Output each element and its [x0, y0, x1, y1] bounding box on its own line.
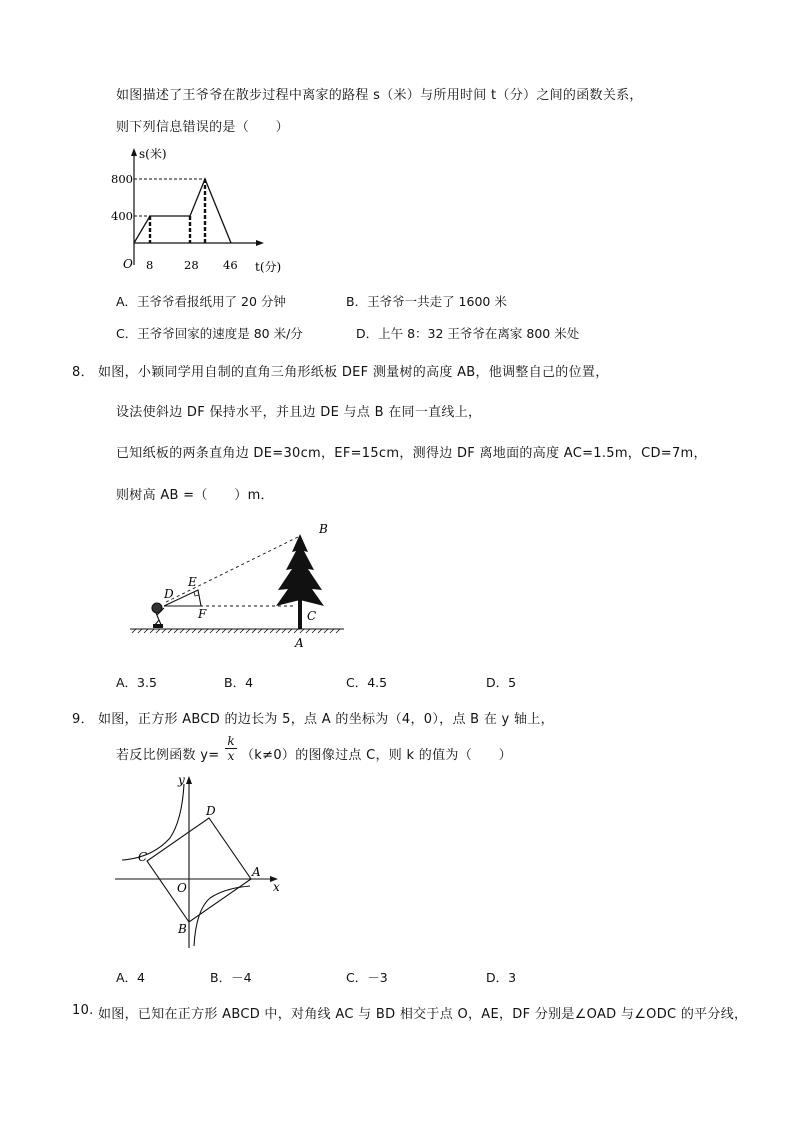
q8-option-b: B．4 — [224, 675, 254, 690]
q7-x-label: t(分) — [255, 260, 282, 274]
q9-label-o: O — [177, 881, 187, 895]
q8-option-a: A．3.5 — [116, 675, 157, 690]
q8-label-b: B — [319, 522, 328, 536]
q7-xtick-28: 28 — [184, 258, 199, 272]
q9-label-d: D — [206, 804, 216, 818]
q7-ytick-800: 800 — [111, 172, 133, 186]
q9-fraction — [225, 734, 237, 763]
q9-y-arrow — [186, 776, 192, 784]
q9-fraction-denominator: x — [225, 748, 237, 763]
q9-fraction-numerator: k — [227, 734, 235, 748]
q8-option-c: C．4.5 — [346, 675, 388, 690]
q9-option-a: A．4 — [116, 970, 146, 985]
q7-option-d: D．上午 8：32 王爷爷在离家 800 米处 — [356, 326, 580, 341]
q8-line1: 如图，小颖同学用自制的直角三角形纸板 DEF 测量树的高度 AB，他调整自己的位置， — [98, 365, 609, 380]
q7-ytick-400: 400 — [111, 209, 133, 223]
q7-option-b: B．王爷爷一共走了 1600 米 — [346, 294, 507, 309]
q8-label-e: E — [188, 575, 197, 589]
q7-option-a: A．王爷爷看报纸用了 20 分钟 — [116, 294, 286, 309]
q9-option-b: B．－4 — [210, 970, 252, 985]
q8-tree — [276, 534, 324, 629]
q9-option-c: C．－3 — [346, 970, 388, 985]
q9-number: 9． — [72, 712, 94, 727]
q7-option-c: C．王爷爷回家的速度是 80 米/分 — [116, 326, 303, 341]
q9-label-x: x — [273, 880, 280, 894]
q9-option-d: D．3 — [486, 970, 517, 985]
q8-tree-figure — [126, 520, 348, 650]
q8-dashed-sight-line — [166, 536, 300, 602]
q8-line2: 设法使斜边 DF 保持水平，并且边 DE 与点 B 在同一直线上， — [116, 405, 482, 420]
q8-person — [152, 603, 164, 628]
q7-y-label: s(米) — [139, 147, 167, 161]
q7-distance-time-graph — [108, 145, 293, 280]
q7-y-arrow — [131, 148, 137, 156]
q8-label-f: F — [198, 607, 207, 621]
q7-xtick-8: 8 — [146, 258, 154, 272]
q7-stem-line1: 如图描述了王爷爷在散步过程中离家的路程 s（米）与所用时间 t（分）之间的函数关系， — [116, 88, 643, 103]
q7-graph-line — [134, 179, 231, 243]
q9-line1: 如图，正方形 ABCD 的边长为 5，点 A 的坐标为（4，0），点 B 在 y 轴上， — [98, 712, 554, 727]
q8-label-c: C — [307, 609, 317, 623]
q8-label-a: A — [295, 636, 304, 650]
q10-number: 10. — [72, 1003, 94, 1018]
q9-square-abcd — [147, 818, 251, 922]
q9-line2-post: （k≠0）的图像过点 C，则 k 的值为（ ） — [241, 748, 512, 763]
q9-line2-pre: 若反比例函数 y= — [116, 748, 220, 763]
q9-hyperbola-upper-left — [122, 784, 184, 860]
q7-stem-line2: 则下列信息错误的是（ ） — [116, 120, 289, 135]
q9-line2 — [116, 744, 219, 763]
q7-x-arrow — [256, 240, 264, 246]
q8-option-d: D．5 — [486, 675, 517, 690]
q8-ground — [130, 629, 344, 633]
q10-line1: 如图，已知在正方形 ABCD 中，对角线 AC 与 BD 相交于点 O，AE，DF 分别是∠OAD 与∠ODC 的平分线， — [98, 1007, 748, 1022]
q8-line3: 已知纸板的两条直角边 DE=30cm，EF=15cm，测得边 DF 离地面的高度 AC=1.5m，CD=7m， — [116, 446, 707, 461]
q9-hyperbola-lower-right — [194, 886, 250, 946]
q8-line4: 则树高 AB =（ ）m． — [116, 488, 274, 503]
q8-label-d: D — [164, 587, 174, 601]
q9-coordinate-figure — [110, 770, 290, 950]
q9-label-a: A — [252, 865, 261, 879]
q7-origin: O — [123, 257, 133, 271]
q9-label-y: y — [178, 773, 185, 787]
q8-number: 8． — [72, 365, 94, 380]
q9-label-b: B — [178, 922, 187, 936]
q7-xtick-46: 46 — [223, 258, 238, 272]
q9-label-c: C — [138, 850, 148, 864]
